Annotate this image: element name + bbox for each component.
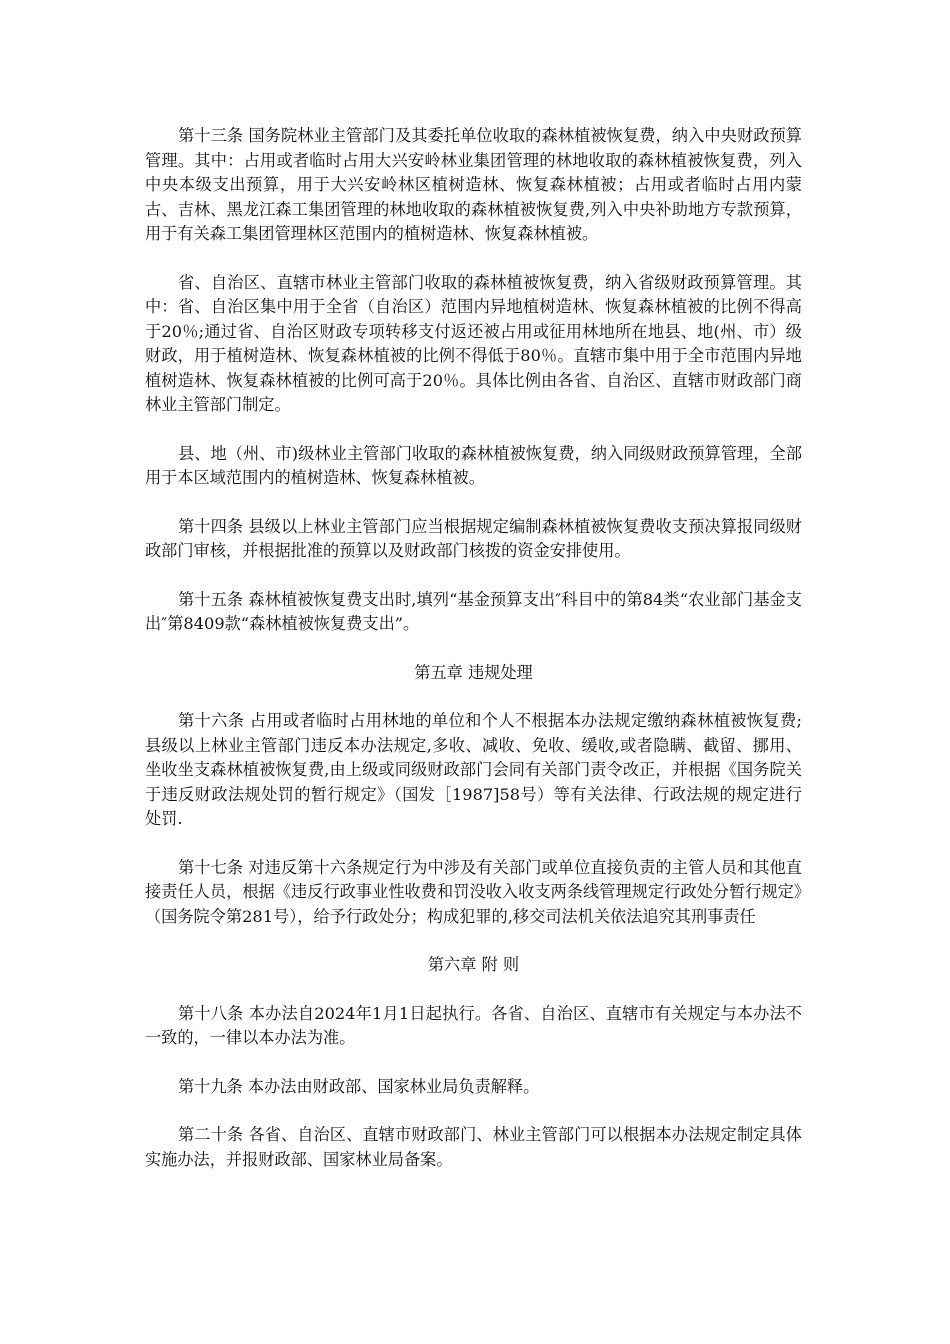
article-13-paragraph: 第十三条 国务院林业主管部门及其委托单位收取的森林植被恢复费，纳入中央财政预算管理。其中：占用或者临时占用大兴安岭林业集团管理的林地收取的森林植被恢复费，列入中央本级支出预算，用于大兴安岭林区植树造林、恢复森林植被；占用或者临时占用内蒙古、吉林、黑龙江森工集团管理的林地收取的森林植被恢复费,列入中央补助地方专款预算，用于有关森工集团管理林区范围内的植树造林、恢复森林植被。	[145, 126, 802, 243]
chapter-6-heading: 第六章 附 则	[427, 955, 520, 974]
article-20-paragraph: 第二十条 各省、自治区、直辖市财政部门、林业主管部门可以根据本办法规定制定具体实施办法，并报财政部、国家林业局备案。	[145, 1125, 802, 1169]
article-14-paragraph: 第十四条 县级以上林业主管部门应当根据规定编制森林植被恢复费收支预决算报同级财政部门审核，并根据批准的预算以及财政部门核拨的资金安排使用。	[145, 516, 802, 560]
article-17-paragraph: 第十七条 对违反第十六条规定行为中涉及有关部门或单位直接负责的主管人员和其他直接责任人员，根据《违反行政事业性收费和罚没收入收支两条线管理规定行政处分暂行规定》（国务院令第281号），给予行政处分；构成犯罪的,移交司法机关依法追究其刑事责任	[145, 857, 802, 926]
county-fee-paragraph: 县、地（州、市)级林业主管部门收取的森林植被恢复费，纳入同级财政预算管理，全部用于本区域范围内的植树造林、恢复森林植被。	[145, 443, 802, 487]
article-16-paragraph: 第十六条 占用或者临时占用林地的单位和个人不根据本办法规定缴纳森林植被恢复费;县级以上林业主管部门违反本办法规定,多收、减收、免收、缓收,或者隐瞒、截留、挪用、坐收坐支森林植被恢复费,由上级或同级财政部门会同有关部门责令改正，并根据《国务院关于违反财政法规处罚的暂行规定》（国发［1987]58号）等有关法律、行政法规的规定进行处罚.	[145, 711, 802, 828]
article-15-paragraph: 第十五条 森林植被恢复费支出时,填列“基金预算支出″科目中的第84类“农业部门基金支出″第8409款“森林植被恢复费支出”。	[145, 589, 802, 633]
provincial-fee-paragraph: 省、自治区、直辖市林业主管部门收取的森林植被恢复费，纳入省级财政预算管理。其中：省、自治区集中用于全省（自治区）范围内异地植树造林、恢复森林植被的比例不得高于20％;通过省、自治区财政专项转移支付返还被占用或征用林地所在地县、地(州、市）级财政，用于植树造林、恢复森林植被的比例不得低于80％。直辖市集中用于全市范围内异地植树造林、恢复森林植被的比例可高于20％。具体比例由各省、自治区、直辖市财政部门商林业主管部门制定。	[145, 272, 802, 414]
chapter-5-heading: 第五章 违规处理	[414, 662, 533, 682]
article-19-paragraph: 第十九条 本办法由财政部、国家林业局负责解释。	[178, 1076, 540, 1096]
article-18-paragraph: 第十八条 本办法自2024年1月1日起执行。各省、自治区、直辖市有关规定与本办法不一致的，一律以本办法为准。	[145, 1003, 802, 1047]
